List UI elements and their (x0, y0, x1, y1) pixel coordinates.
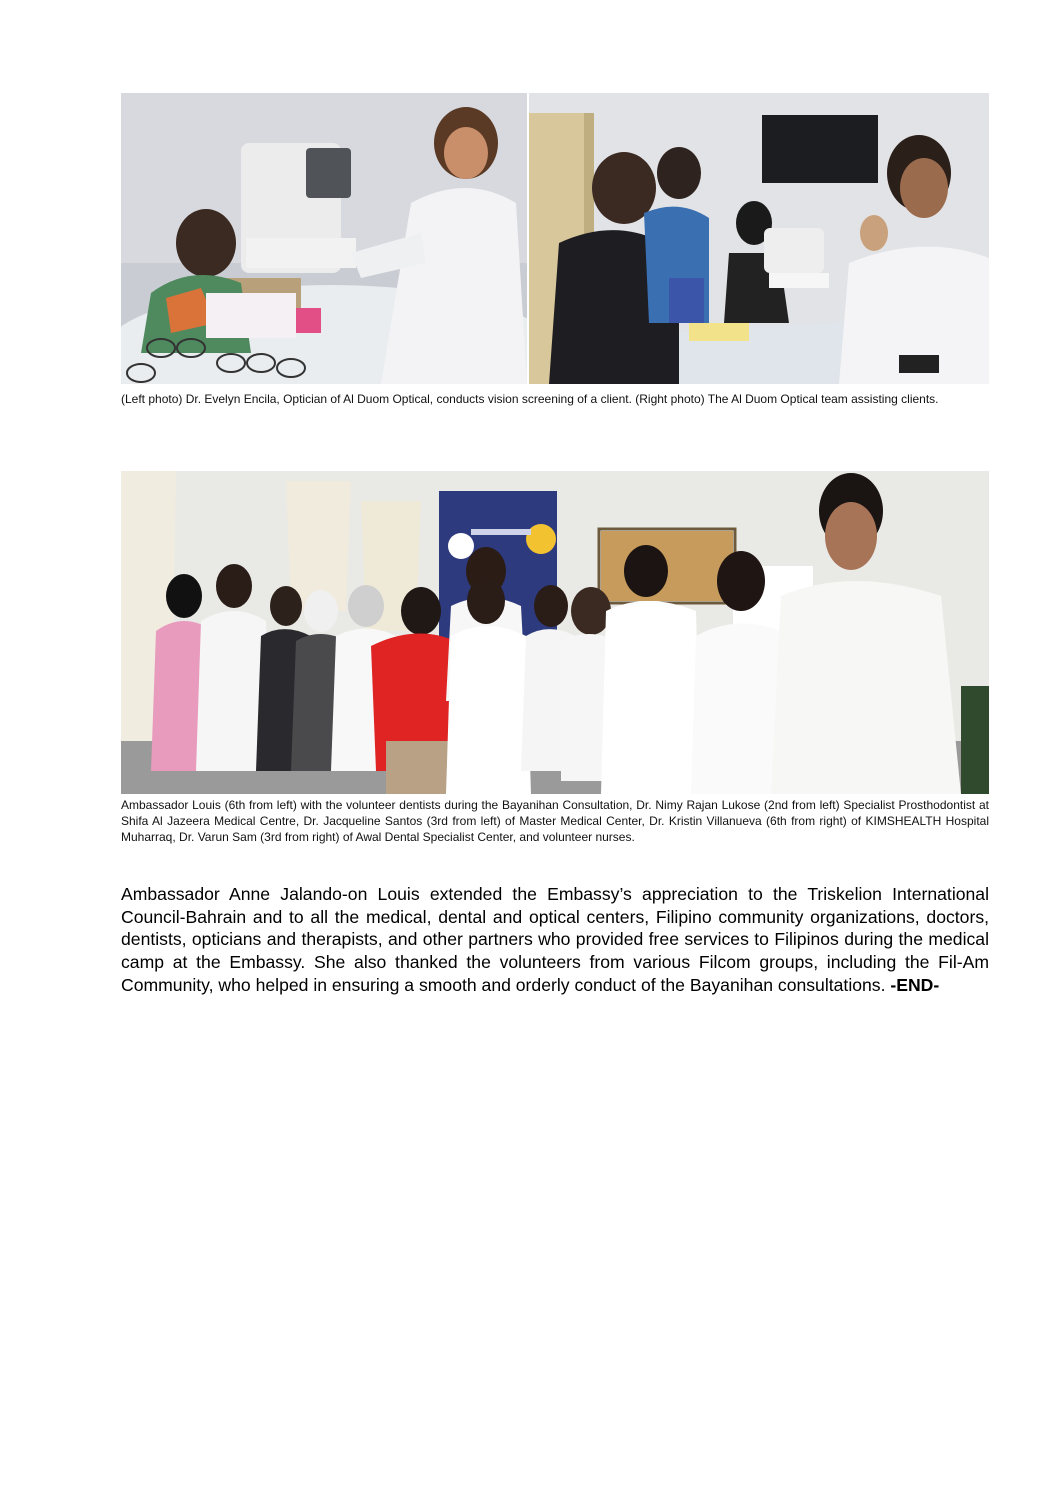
press-release-paragraph (121, 883, 989, 997)
photo-group-volunteers (121, 471, 989, 794)
photo-caption-optical: (Left photo) Dr. Evelyn Encila, Optician of Al Duom Optical, conducts vision screening of a client. (Right photo) The Al Duom Optical team assisting clients. (121, 392, 939, 406)
end-marker: -END- (890, 974, 940, 995)
photo-vision-screening (121, 93, 527, 384)
photo-caption-group: Ambassador Louis (6th from left) with the volunteer dentists during the Bayanihan Consultation, Dr. Nimy Rajan Lukose (2nd from left) Specialist Prosthodontist at Shifa Al Jazeera Medical Centre, Dr. Jacqueline Santos (3rd from left) of Master Medical Center, Dr. Kristin Villanueva (6th from right) of KIMSHEALTH Hospital Muharraq, Dr. Varun Sam (3rd from right) of Awal Dental Specialist Center, and volunteer nurses. (121, 798, 989, 844)
photo-optical-team (529, 93, 989, 384)
paragraph-text: Ambassador Anne Jalando-on Louis extended the Embassy’s appreciation to the Triskelion International Council-Bahrain and to all the medical, dental and optical centers, Filipino community organizations, doctors, dentists, opticians and therapists, and other partners who provided free services to Filipinos during the medical camp at the Embassy. She also thanked the volunteers from various Filcom groups, including the Fil-Am Community, who helped in ensuring a smooth and orderly conduct of the Bayanihan consultations. (121, 884, 989, 995)
